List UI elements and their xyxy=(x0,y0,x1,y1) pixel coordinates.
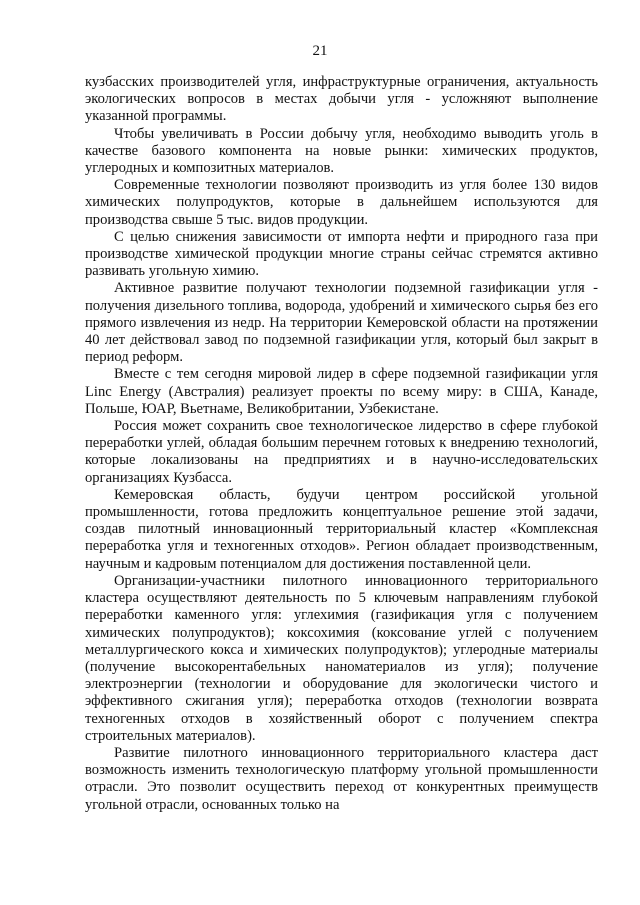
paragraph-cluster-development: Развитие пилотного инновационного территориального кластера даст возможность изменить технологическую платформу угольной промышленности отрасли. Это позволит осуществить переход от конкурентных преимуществ угольной отрасли, основанных только на xyxy=(85,744,598,813)
paragraph-linc-energy: Вместе с тем сегодня мировой лидер в сфере подземной газификации угля Linc Energy (Австралия) реализует проекты по всему миру: в США, Канаде, Польше, ЮАР, Вьетнаме, Великобритании, Узбекистане. xyxy=(85,366,598,417)
paragraph-modern-technologies: Современные технологии позволяют производить из угля более 130 видов химических полупродуктов, которые в дальнейшем используются для производства свыше 5 тыс. видов продукции. xyxy=(85,177,598,228)
page-number: 21 xyxy=(312,43,328,59)
paragraph-continued: кузбасских производителей угля, инфраструктурные ограничения, актуальность экологических вопросов в местах добычи угля - усложняют выполнение указанной программы. xyxy=(85,74,598,125)
paragraph-kemerovo-region: Кемеровская область, будучи центром российской угольной промышленности, готова предложить концептуальное решение этой задачи, создав пилотный инновационный территориальный кластер «Комплексная переработка угля и техногенных отходов». Регион обладает производственным, научным и кадровым потенциалом для достижения поставленной цели. xyxy=(85,486,598,572)
paragraph-import-dependence: С целью снижения зависимости от импорта нефти и природного газа при производстве химической продукции многие страны сейчас стремятся активно развивать угольную химию. xyxy=(85,228,598,280)
paragraph-cluster-participants: Организации-участники пилотного инновационного территориального кластера осуществляют деятельность по 5 ключевым направлениям глубокой переработки каменного угля: углехимия (газификация угля с получением химических полупродуктов); коксохимия (коксование углей с получением металлургического кокса и химических полупродуктов); углеродные материалы (получение высокорентабельных наноматериалов из угля); получение электроэнергии (технологии и оборудование для экологически чистого и эффективного сжигания угля); переработка отходов (технологии возврата техногенных отходов в хозяйственный оборот с получением спектра строительных материалов). xyxy=(85,572,598,744)
paragraph-russia-leadership: Россия может сохранить свое технологическое лидерство в сфере глубокой переработки углей, обладая большим перечнем готовых к внедрению технологий, которые локализованы на предприятиях и в научно-исследовательских организациях Кузбасса. xyxy=(85,418,598,486)
body-text xyxy=(85,74,598,814)
paragraph-underground-gasification: Активное развитие получают технологии подземной газификации угля - получения дизельного топлива, водорода, удобрений и химического сырья без его прямого извлечения из недр. На территории Кемеровской области на протяжении 40 лет действовал завод по подземной газификации угля, который был закрыт в период реформ. xyxy=(85,280,598,366)
paragraph-coal-new-markets: Чтобы увеличивать в России добычу угля, необходимо выводить уголь в качестве базового компонента на новые рынки: химических продуктов, углеродных и композитных материалов. xyxy=(85,125,598,177)
